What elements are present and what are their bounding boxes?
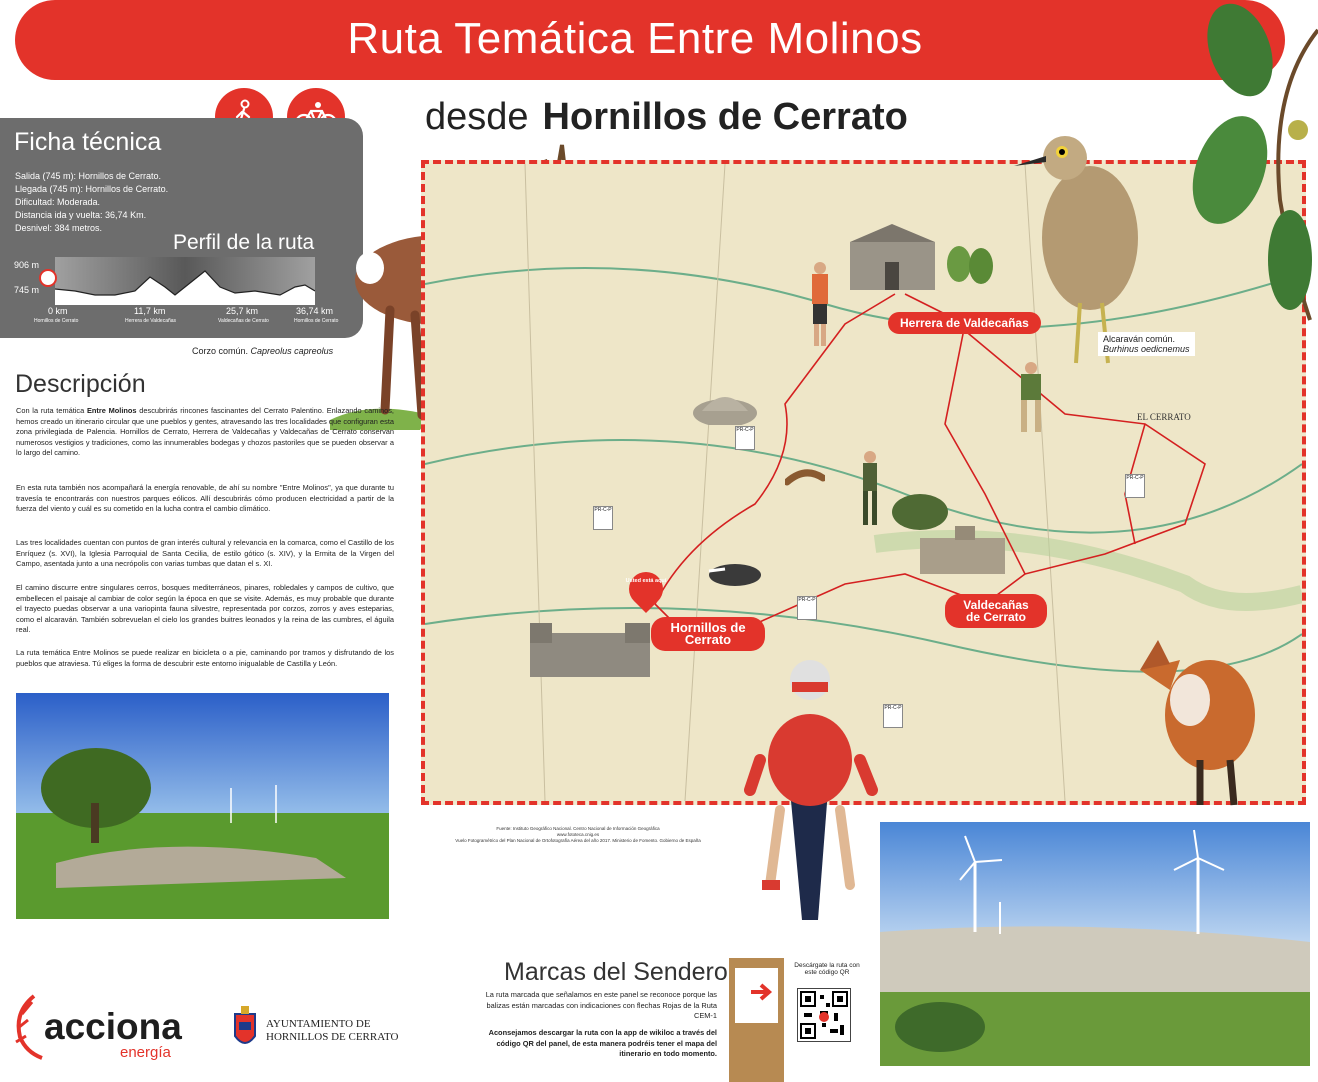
profile-km: 36,74 km [296,306,334,316]
alcaravan-caption [1098,332,1195,356]
profile-km: 11,7 km [134,306,166,316]
ficha-title: Ficha técnica [14,128,162,156]
text-span: descubrirás rincones fascinantes del Cerrato Palentino. Enlazando caminos, hemos creado un itinerario circular que une pueblos y gentes, atravesando las tres localidades que configuran esta zona privilegiada de Palencia. Hornillos de Cerrato, Herrera de Valdecañas y Valdecañas de Cerrato conservan numerosos vestigios y tradiciones, como las innumerables bodegas y chozos pastoriles que se pueden observar a lo largo del camino. [16,406,394,457]
marcas-paragraph-bold: Aconsejamos descargar la ruta con la app de wikiloc a través del código QR del panel, de esta manera podréis tener el mapa del itinerario en todo momento. [488,1028,717,1058]
coat-of-arms-icon [232,1006,258,1052]
acciona-leaf-icon [12,992,48,1062]
landscape-photo-left [16,693,389,919]
landscape-photo-right [880,822,1310,1066]
place-label-herrera[interactable]: Herrera de Valdecañas [888,312,1041,334]
map-spacer [1155,254,1156,255]
ficha-line: Desnivel: 384 metros. [15,223,103,233]
subtitle-prefix: desde [425,96,529,138]
elevation-profile [55,257,315,305]
caption-common: Corzo común. [192,346,249,356]
badger-illustration [705,559,765,589]
marcas-paragraph: La ruta marcada que señalamos en este panel se reconoce porque las balizas están marcadas con indicaciones con flechas Rojas de la Ruta CEM-1 [485,990,717,1020]
credit-line: www.fototeca.cnig.es [556,832,600,837]
credit-line: Fuente: Instituto Geográfico Nacional. Centro Nacional de Información Geográfica [496,826,660,831]
place-label-hornillos[interactable]: Hornillos de Cerrato [651,617,765,651]
route-sign-marker[interactable]: PR-C-P [735,426,755,450]
red-arrow-icon [749,983,775,1001]
shrub-illustration [890,484,950,532]
ayuntamiento-line1: AYUNTAMIENTO DE [266,1018,371,1030]
trail-post-illustration [729,958,784,1082]
profile-title: Perfil de la ruta [173,231,315,254]
hermitage-illustration [915,526,1010,576]
ficha-line: Salida (745 m): Hornillos de Cerrato. [15,171,162,181]
region-label: EL CERRATO [1137,412,1191,422]
map-credits [428,826,728,844]
acciona-subtitle: energía [120,1044,171,1061]
text-span: Con la ruta temática [16,406,87,415]
page-title: Ruta Temática Entre Molinos [347,14,923,63]
route-sign-marker[interactable]: PR-C-P [883,704,903,728]
place-label-valdecanas[interactable]: Valdecañas de Cerrato [945,594,1047,628]
you-are-here-label: Usted está aquí [625,578,667,584]
credit-line: Vuelo Fotogramétrico del Plan Nacional de Ortofotografía Aérea del año 2017. Ministerio de Fomento. Gobierno de España [455,838,701,843]
hiker-illustration [1009,360,1053,436]
route-sign-marker[interactable]: PR-C-P [797,596,817,620]
descripcion-paragraph: En esta ruta también nos acompañará la energía renovable, de ahí su nombre "Entre Molinos", ya que durante tu travesía te encontrarás con nuestros parques eólicos. Allí descubrirás cómo producen electricidad a partir de la fuerza del viento y cuál es su cometido en la lucha contra el cambio climático. [16,483,394,513]
profile-place: Valdecañas de Cerrato [218,318,269,324]
ficha-line: Dificultad: Moderada. [15,197,101,207]
profile-place: Hornillos de Cerrato [34,318,79,324]
descripcion-paragraph: Las tres localidades cuentan con puntos de gran interés cultural y relevancia en la comarca, como el Castillo de los Enríquez (s. XVI), la Iglesia Parroquial de Santa Cecilia, de estilo gótico (s. XIV), y la Ermita de la Virgen del Campo, asentada junto a una necrópolis con varias tumbas que datan el s. XI. [16,538,394,568]
profile-ymin: 745 m [14,285,40,295]
subtitle-place: Hornillos de Cerrato [542,96,908,138]
acciona-wordmark: acciona [44,1006,182,1047]
caption-latin: Burhinus oedicnemus [1103,344,1190,354]
page-subtitle [425,96,908,139]
hiker-illustration [855,449,885,529]
descripcion-title: Descripción [15,370,146,398]
profile-km: 25,7 km [226,306,259,316]
cyclist-illustration [740,650,880,930]
profile-place: Hornillos de Cerrato [294,318,339,324]
caption-latin: Capreolus capreolus [250,346,334,356]
hiker-illustration [805,260,835,350]
ficha-line: Distancia ida y vuelta: 36,74 Km. [15,210,147,220]
marcas-title: Marcas del Sendero [504,958,728,986]
start-marker-icon [38,268,58,288]
corzo-caption [192,346,333,356]
route-sign-marker[interactable]: PR-C-P [1125,474,1145,498]
weasel-illustration [785,464,825,490]
stone-hut-illustration [690,389,760,425]
oak-leaves-illustration [1180,0,1318,330]
text-bold: Entre Molinos [86,406,137,415]
qr-code[interactable] [797,988,851,1042]
route-sign-marker[interactable]: PR-C-P [593,506,613,530]
fox-illustration [1130,630,1260,810]
ficha-line: Llegada (745 m): Hornillos de Cerrato. [15,184,169,194]
profile-place: Herrera de Valdecañas [125,318,177,324]
church-illustration [845,222,940,292]
ayuntamiento-line2: HORNILLOS DE CERRATO [266,1031,399,1043]
profile-ymax: 906 m [14,260,40,270]
trees-illustration [945,244,995,294]
castle-illustration [525,619,655,679]
descripcion-paragraph [16,406,394,459]
descripcion-paragraph: El camino discurre entre singulares cerros, bosques mediterráneos, pinares, robledales y campos de cultivo, que embellecen el paisaje al cambiar de color según la época en que se visite. Además, es muy probable que durante el trayecto puedas observar a una variopinta fauna silvestre, representada por corzos, zorros y aves esteparias, como el alcaraván. También sobrevuelan el cielo los grandes buitres leonados y la reina de las cumbres, el águila real. [16,583,394,634]
descripcion-paragraph: La ruta temática Entre Molinos se puede realizar en bicicleta o a pie, caminando por tramos y disfrutando de los pueblos que atraviesa. Tú eliges la forma de descubrir este entorno inigualable de Castilla y León. [16,648,394,668]
profile-km: 0 km [48,306,68,316]
caption-common: Alcaraván común. [1103,334,1176,344]
qr-caption: Descárgate la ruta con este código QR [794,962,860,976]
